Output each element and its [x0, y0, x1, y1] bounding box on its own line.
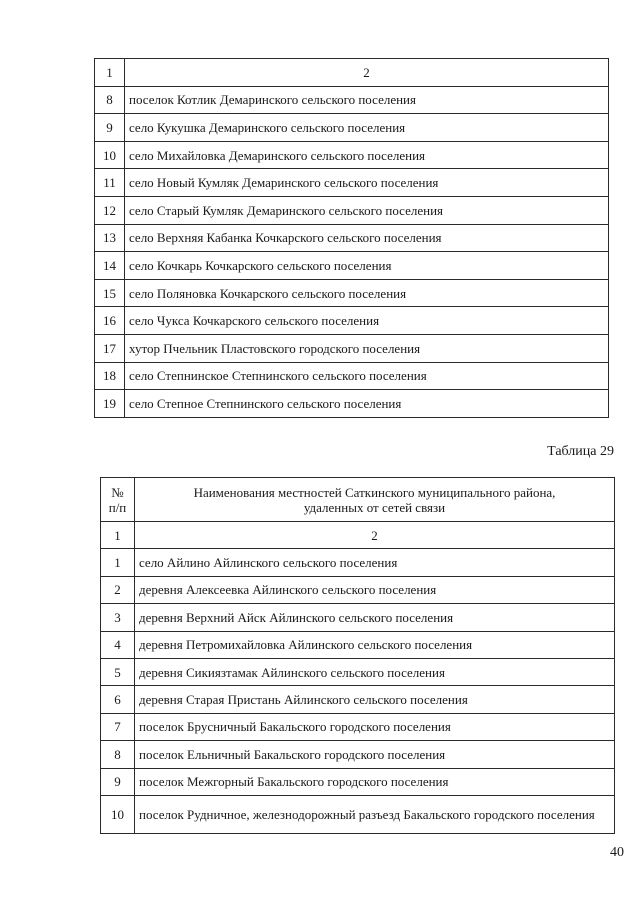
row-number: 13	[95, 224, 125, 252]
table2-header-number	[101, 478, 135, 522]
table-row	[101, 604, 615, 631]
locality-name: деревня Алексеевка Айлинского сельского поселения	[135, 576, 615, 603]
row-number: 9	[101, 768, 135, 795]
table2-header-title	[135, 478, 615, 522]
row-number: 14	[95, 252, 125, 280]
table-row	[101, 658, 615, 685]
table-row	[101, 549, 615, 576]
table-row	[95, 252, 609, 280]
row-number: 8	[101, 741, 135, 768]
table2-header-row	[101, 478, 615, 522]
table-row	[95, 114, 609, 142]
row-number: 11	[95, 169, 125, 197]
locality-name: село Новый Кумляк Демаринского сельского поселения	[125, 169, 609, 197]
localities-table-continued	[94, 58, 609, 418]
table2-subheader-col1: 1	[101, 522, 135, 549]
table-row	[95, 86, 609, 114]
table-row	[95, 362, 609, 390]
locality-name: деревня Сикиязтамак Айлинского сельского поселения	[135, 658, 615, 685]
header-title-line1: Наименования местностей Саткинского муниципального района,	[193, 484, 556, 500]
locality-name: село Степнинское Степнинского сельского поселения	[125, 362, 609, 390]
header-number-sign: №	[111, 484, 124, 500]
row-number: 10	[101, 795, 135, 833]
table-row	[101, 768, 615, 795]
table-row	[101, 576, 615, 603]
row-number: 3	[101, 604, 135, 631]
table1-header-col1: 1	[95, 59, 125, 87]
satka-localities-table	[100, 477, 615, 834]
row-number: 6	[101, 686, 135, 713]
table-row	[95, 307, 609, 335]
row-number: 8	[95, 86, 125, 114]
locality-name: деревня Петромихайловка Айлинского сельского поселения	[135, 631, 615, 658]
locality-name: поселок Ельничный Бакальского городского поселения	[135, 741, 615, 768]
table1-body	[95, 59, 609, 418]
table2-body	[101, 522, 615, 834]
locality-name: деревня Старая Пристань Айлинского сельского поселения	[135, 686, 615, 713]
table-row	[101, 631, 615, 658]
row-number: 4	[101, 631, 135, 658]
header-title-line2: удаленных от сетей связи	[303, 499, 446, 515]
table-row	[95, 141, 609, 169]
table1-header-row	[95, 59, 609, 87]
table-row	[101, 713, 615, 740]
locality-name: село Кукушка Демаринского сельского поселения	[125, 114, 609, 142]
table2-head	[101, 478, 615, 522]
header-number-abbr: п/п	[108, 499, 127, 515]
locality-name: село Кочкарь Кочкарского сельского поселения	[125, 252, 609, 280]
locality-name: село Старый Кумляк Демаринского сельского поселения	[125, 196, 609, 224]
row-number: 5	[101, 658, 135, 685]
locality-name: село Поляновка Кочкарского сельского поселения	[125, 279, 609, 307]
row-number: 12	[95, 196, 125, 224]
row-number: 10	[95, 141, 125, 169]
table-row	[95, 390, 609, 418]
table1-header-col2: 2	[125, 59, 609, 87]
row-number: 9	[95, 114, 125, 142]
row-number: 16	[95, 307, 125, 335]
table-row	[95, 196, 609, 224]
page-number: 40	[610, 845, 624, 860]
table-row	[95, 224, 609, 252]
table-row	[101, 686, 615, 713]
locality-name: село Степное Степнинского сельского поселения	[125, 390, 609, 418]
locality-name: поселок Брусничный Бакальского городского поселения	[135, 713, 615, 740]
locality-name: поселок Межгорный Бакальского городского поселения	[135, 768, 615, 795]
locality-name: село Верхняя Кабанка Кочкарского сельского поселения	[125, 224, 609, 252]
locality-name: село Чукса Кочкарского сельского поселения	[125, 307, 609, 335]
locality-name: село Михайловка Демаринского сельского поселения	[125, 141, 609, 169]
table-row	[101, 741, 615, 768]
row-number: 15	[95, 279, 125, 307]
table2-subheader-row	[101, 522, 615, 549]
table2-subheader-col2: 2	[135, 522, 615, 549]
row-number: 1	[101, 549, 135, 576]
locality-name: поселок Рудничное, железнодорожный разъезд Бакальского городского поселения	[135, 795, 615, 833]
table-row	[95, 169, 609, 197]
table-row	[95, 334, 609, 362]
row-number: 18	[95, 362, 125, 390]
locality-name: хутор Пчельник Пластовского городского поселения	[125, 334, 609, 362]
locality-name: поселок Котлик Демаринского сельского поселения	[125, 86, 609, 114]
table-row	[95, 279, 609, 307]
table-caption: Таблица 29	[547, 444, 614, 459]
row-number: 7	[101, 713, 135, 740]
row-number: 19	[95, 390, 125, 418]
table-row	[101, 795, 615, 833]
locality-name: деревня Верхний Айск Айлинского сельского поселения	[135, 604, 615, 631]
row-number: 2	[101, 576, 135, 603]
locality-name: село Айлино Айлинского сельского поселения	[135, 549, 615, 576]
row-number: 17	[95, 334, 125, 362]
